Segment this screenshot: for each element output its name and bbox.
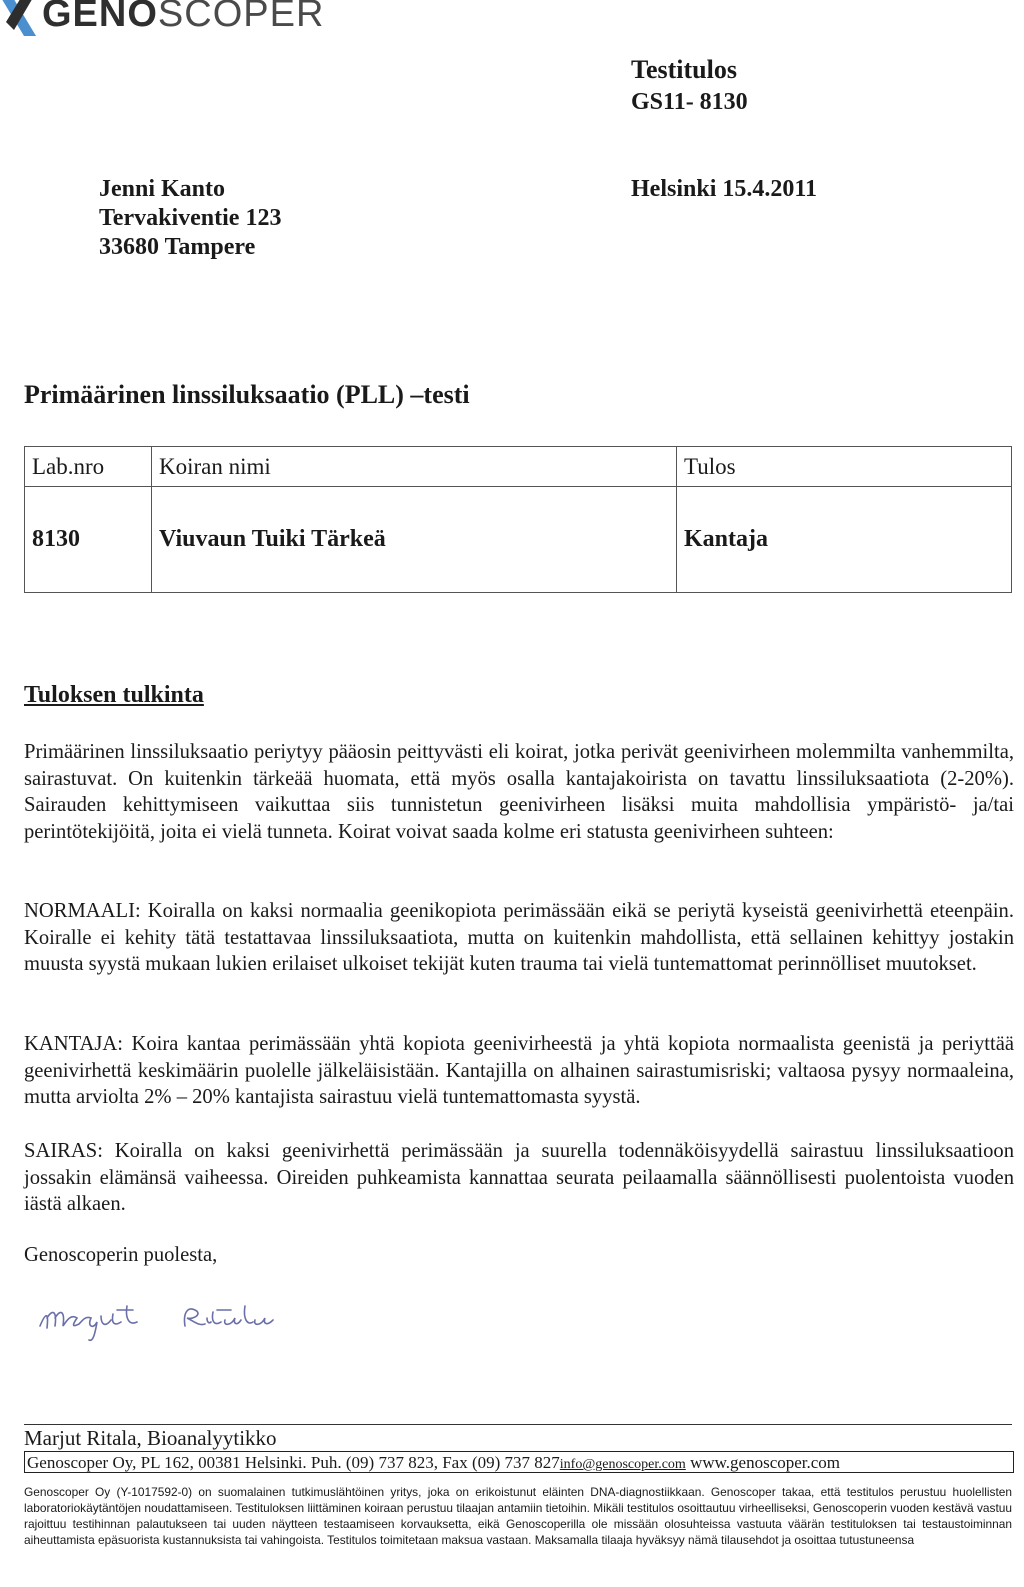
signature-line bbox=[24, 1424, 1012, 1425]
contact-address: Genoscoper Oy, PL 162, 00381 Helsinki. Puh. (09) 737 823, Fax (09) 737 827 bbox=[27, 1453, 560, 1472]
contact-bar bbox=[24, 1451, 1014, 1473]
table-row bbox=[25, 487, 1012, 593]
result-table bbox=[24, 446, 1012, 593]
interpretation-heading: Tuloksen tulkinta bbox=[24, 682, 204, 708]
recipient-street: Tervakiventie 123 bbox=[99, 205, 282, 231]
report-date: Helsinki 15.4.2011 bbox=[631, 176, 818, 202]
recipient-name: Jenni Kanto bbox=[99, 176, 226, 202]
interpretation-intro: Primäärinen linssiluksaatio periytyy pääosin peittyvästi eli koirat, jotka perivät geenivirheen molemmilta vanhemmilta, sairastuvat. On kuitenkin tärkeää huomata, että myös osalla kantajakoirista on tavattu linssiluksaatiota (2-20%). Sairauden kehittymiseen vaikuttaa siis tunnistetun geenivirheen lisäksi muita mahdollisia ympäristö- ja/tai perintötekijöitä, joita ei vielä tunneta. Koirat voivat saada kolme eri statusta geenivirheen suhteen: bbox=[24, 741, 1014, 843]
report-id: GS11- 8130 bbox=[631, 89, 748, 115]
logo-wordmark: GENOSCOPER bbox=[42, 0, 325, 35]
contact-web[interactable]: www.genoscoper.com bbox=[685, 1453, 841, 1472]
closing-text: Genoscoperin puolesta, bbox=[24, 1244, 218, 1266]
header-result: Tulos bbox=[677, 447, 1012, 487]
status-normal-paragraph: NORMAALI: Koiralla on kaksi normaalia geenikopiota perimässään eikä se periytä kyseistä geenivirhettä eteenpäin. Koiralle ei kehity tätä testattavaa linssiluksaatiota, mutta on kuitenkin mahdollista, että sellainen kehittyy jostakin muusta syystä mukaan lukien erilaiset ulkoiset tekijät kuten trauma tai vielä tuntemattomat perinnölliset muutokset. bbox=[24, 900, 1014, 975]
signer-name-title: Marjut Ritala, Bioanalyytikko bbox=[24, 1426, 277, 1450]
disclaimer-text: Genoscoper Oy (Y-1017592-0) on suomalainen tutkimuslähtöinen yritys, joka on erikoistunut eläinten DNA-diagnostiikkaan. Genoscoper takaa, että testitulos perustuu huolellisten laboratoriokäytäntöjen noudattamiseen. Testituloksen liittäminen koiraan perustuu tilaajan antamiin tietoihin. Mikäli testitulos osoittautuu virheelliseksi, Genoscoperin vuoden kestävä vastuu rajoittuu testihinnan palautukseen tai uuden näytteen testaamiseen korvauksetta, eikä Genoscoperilla ole missään olosuhteissa vastuuta väärän testituloksen tai testaustoiminnan aiheuttamista epäsuorista kustannuksista tai vahingoista. Testitulos toimitetaan maksua vastaan. Maksamalla tilaaja hyväksyy nämä tilausehdot ja osoittaa tutustuneensa bbox=[24, 1485, 1012, 1547]
handwritten-signature bbox=[35, 1296, 295, 1351]
header-lab-nro: Lab.nro bbox=[25, 447, 152, 487]
test-heading: Primäärinen linssiluksaatio (PLL) –testi bbox=[24, 380, 470, 409]
table-header-row bbox=[25, 447, 1012, 487]
genoscoper-logo bbox=[0, 0, 324, 38]
report-title: Testitulos bbox=[631, 55, 737, 84]
status-sick-paragraph: SAIRAS: Koiralla on kaksi geenivirhettä perimässään ja suurella todennäköisyydellä sairastuu linssiluksaatioon jossakin elämänsä vaiheessa. Oireiden puhkeamista kannattaa seurata peilaamalla säännöllisesti puolentoista vuoden iästä alkaen. bbox=[24, 1140, 1014, 1215]
recipient-address bbox=[99, 175, 281, 262]
status-carrier-paragraph: KANTAJA: Koira kantaa perimässään yhtä kopiota geenivirheestä ja yhtä kopiota normaalista geenistä ja periyttää geenivirhettä keskimäärin puolelle jälkeläisistään. Kantajilla on alhainen sairastumisriski; valtaosa pysyy normaaleina, mutta arviolta 2% – 20% kantajista sairastuu vielä tuntemattomasta syystä. bbox=[24, 1033, 1014, 1108]
cell-result: Kantaja bbox=[677, 487, 1012, 593]
cell-dog-name: Viuvaun Tuiki Tärkeä bbox=[152, 487, 677, 593]
cell-lab-nro: 8130 bbox=[25, 487, 152, 593]
contact-email[interactable]: info@genoscoper.com bbox=[559, 1457, 686, 1472]
recipient-city: 33680 Tampere bbox=[99, 234, 256, 260]
header-dog-name: Koiran nimi bbox=[152, 447, 677, 487]
x-logo-icon bbox=[0, 0, 38, 36]
